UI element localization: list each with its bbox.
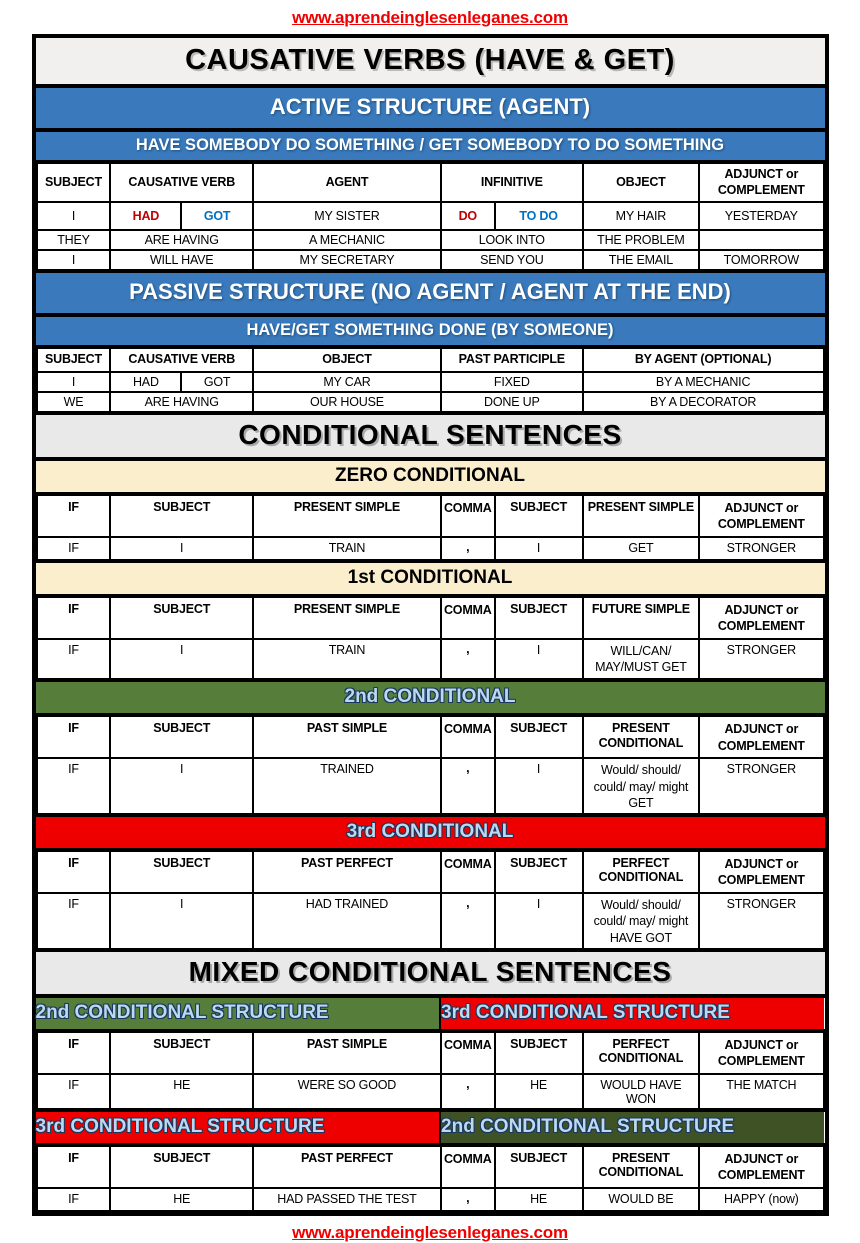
- data-cell: STRONGER: [699, 537, 823, 560]
- header-row: [37, 851, 824, 893]
- data-cell: STRONGER: [699, 639, 823, 680]
- data-cell: THEY: [37, 230, 111, 250]
- data-cell: IF: [37, 537, 111, 560]
- mixed2-structure-bars: [36, 1110, 825, 1145]
- example-row: [37, 1188, 824, 1211]
- data-cell: I: [37, 372, 111, 392]
- header-row: [37, 1032, 824, 1074]
- header-cell-if: IF: [37, 1032, 111, 1074]
- causative-title: CAUSATIVE VERBS (HAVE & GET): [36, 38, 825, 86]
- data-cell: I: [110, 639, 252, 680]
- data-cell: THE PROBLEM: [583, 230, 699, 250]
- data-cell: WOULD HAVE WON: [583, 1074, 699, 1109]
- data-cell: I: [37, 202, 111, 230]
- header-cell-subject2: SUBJECT: [495, 1032, 583, 1074]
- header-cell-tense2: FUTURE SIMPLE: [583, 597, 699, 639]
- header-cell-if: IF: [37, 1146, 111, 1188]
- header-cell-subject2: SUBJECT: [495, 597, 583, 639]
- mixed2-right-bar: 2nd CONDITIONAL STRUCTURE: [441, 1112, 824, 1143]
- header-cell-subject: SUBJECT: [110, 851, 252, 893]
- header-cell-adjunct: ADJUNCT or COMPLEMENT: [699, 163, 823, 202]
- header-cell-if: IF: [37, 495, 111, 537]
- example-row: [37, 893, 824, 949]
- header-cell-adjunct: ADJUNCT or COMPLEMENT: [699, 495, 823, 537]
- mixed2-left-bar: 3rd CONDITIONAL STRUCTURE: [36, 1112, 442, 1143]
- header-cell-tense1: PAST PERFECT: [253, 1146, 441, 1188]
- header-cell-adjunct: ADJUNCT or COMPLEMENT: [699, 1032, 823, 1074]
- header-cell-comma: COMMA: [441, 851, 495, 893]
- header-cell-subject: SUBJECT: [110, 1032, 252, 1074]
- data-cell: BY A DECORATOR: [583, 392, 824, 412]
- header-cell-comma: COMMA: [441, 1032, 495, 1074]
- header-cell-object: OBJECT: [253, 348, 441, 372]
- data-cell: WE: [37, 392, 111, 412]
- data-cell: STRONGER: [699, 893, 823, 949]
- active-structure-table: [36, 162, 825, 271]
- data-cell: MY CAR: [253, 372, 441, 392]
- data-cell: IF: [37, 639, 111, 680]
- header-cell-by-agent: BY AGENT (OPTIONAL): [583, 348, 824, 372]
- data-cell: ARE HAVING: [110, 392, 252, 412]
- example-row: [37, 250, 824, 270]
- data-cell: HE: [110, 1188, 252, 1211]
- mixed-title: MIXED CONDITIONAL SENTENCES: [36, 950, 825, 996]
- header-cell-adjunct: ADJUNCT or COMPLEMENT: [699, 1146, 823, 1188]
- data-cell: I: [495, 537, 583, 560]
- modal-verbs-cell: Would/ should/ could/ may/ might HAVE GOT: [583, 893, 699, 949]
- to-do-cell: TO DO: [495, 202, 583, 230]
- comma-cell: ,: [441, 1188, 495, 1211]
- data-cell: DONE UP: [441, 392, 583, 412]
- data-cell: HE: [110, 1074, 252, 1109]
- header-cell-subject2: SUBJECT: [495, 851, 583, 893]
- data-cell: HAD PASSED THE TEST: [253, 1188, 441, 1211]
- data-cell: GET: [583, 537, 699, 560]
- data-cell: MY SISTER: [253, 202, 441, 230]
- header-cell-subject: SUBJECT: [110, 1146, 252, 1188]
- data-cell: THE MATCH: [699, 1074, 823, 1109]
- header-cell-comma: COMMA: [441, 716, 495, 758]
- data-cell-empty: [699, 230, 823, 250]
- mixed1-left-bar: 2nd CONDITIONAL STRUCTURE: [36, 998, 442, 1029]
- do-cell: DO: [441, 202, 495, 230]
- example-row: [37, 202, 824, 230]
- header-cell-tense1: PAST PERFECT: [253, 851, 441, 893]
- header-cell-tense1: PAST SIMPLE: [253, 716, 441, 758]
- data-cell: HE: [495, 1188, 583, 1211]
- header-cell-subject2: SUBJECT: [495, 716, 583, 758]
- header-cell-tense2: PRESENT SIMPLE: [583, 495, 699, 537]
- data-cell: IF: [37, 758, 111, 814]
- data-cell: STRONGER: [699, 758, 823, 814]
- header-cell-causative-verb: CAUSATIVE VERB: [110, 163, 252, 202]
- header-cell-tense2: PRESENT CONDITIONAL: [583, 1146, 699, 1188]
- active-structure-bar: ACTIVE STRUCTURE (AGENT): [36, 86, 825, 130]
- data-cell: HAD TRAINED: [253, 893, 441, 949]
- example-row: [37, 372, 824, 392]
- third-conditional-table: [36, 850, 825, 950]
- data-cell: I: [37, 250, 111, 270]
- modal-verbs-cell: WILL/CAN/ MAY/MUST GET: [583, 639, 699, 680]
- data-cell: TRAIN: [253, 639, 441, 680]
- site-url-top[interactable]: www.aprendeinglesenleganes.com: [292, 8, 568, 27]
- mixed1-right-bar: 3rd CONDITIONAL STRUCTURE: [441, 998, 824, 1029]
- data-cell: HE: [495, 1074, 583, 1109]
- example-row: [37, 392, 824, 412]
- header-cell-subject2: SUBJECT: [495, 1146, 583, 1188]
- active-pattern-bar: HAVE SOMEBODY DO SOMETHING / GET SOMEBODY TO DO SOMETHING: [36, 130, 825, 162]
- data-cell: I: [110, 893, 252, 949]
- data-cell: I: [495, 758, 583, 814]
- example-row: [37, 230, 824, 250]
- comma-cell: ,: [441, 639, 495, 680]
- data-cell: BY A MECHANIC: [583, 372, 824, 392]
- data-cell: WOULD BE: [583, 1188, 699, 1211]
- header-cell-subject: SUBJECT: [110, 716, 252, 758]
- data-cell: IF: [37, 1188, 111, 1211]
- data-cell: I: [495, 893, 583, 949]
- modal-verbs-cell: Would/ should/ could/ may/ might GET: [583, 758, 699, 814]
- zero-conditional-bar: ZERO CONDITIONAL: [36, 459, 825, 494]
- header-row: [37, 495, 824, 537]
- first-conditional-bar: 1st CONDITIONAL: [36, 561, 825, 596]
- data-cell: MY SECRETARY: [253, 250, 441, 270]
- mixed1-table: [36, 1031, 825, 1110]
- header-row: [37, 1146, 824, 1188]
- data-cell: TRAIN: [253, 537, 441, 560]
- mixed2-table: [36, 1145, 825, 1212]
- header-cell-subject: SUBJECT: [37, 163, 111, 202]
- data-cell: IF: [37, 893, 111, 949]
- data-cell: A MECHANIC: [253, 230, 441, 250]
- data-cell: YESTERDAY: [699, 202, 823, 230]
- data-cell: GOT: [181, 372, 253, 392]
- data-cell: I: [110, 758, 252, 814]
- header-row: [37, 716, 824, 758]
- header-cell-if: IF: [37, 716, 111, 758]
- header-cell-comma: COMMA: [441, 1146, 495, 1188]
- second-conditional-table: [36, 715, 825, 815]
- header-cell-past-participle: PAST PARTICIPLE: [441, 348, 583, 372]
- header-cell-subject: SUBJECT: [110, 495, 252, 537]
- header-cell-comma: COMMA: [441, 597, 495, 639]
- header-cell-if: IF: [37, 597, 111, 639]
- data-cell: TRAINED: [253, 758, 441, 814]
- first-conditional-table: [36, 596, 825, 681]
- data-cell: OUR HOUSE: [253, 392, 441, 412]
- header-cell-tense1: PRESENT SIMPLE: [253, 597, 441, 639]
- example-row: [37, 537, 824, 560]
- data-cell: MY HAIR: [583, 202, 699, 230]
- data-cell: SEND YOU: [441, 250, 583, 270]
- header-cell-adjunct: ADJUNCT or COMPLEMENT: [699, 597, 823, 639]
- third-conditional-bar: 3rd CONDITIONAL: [36, 815, 825, 850]
- header-cell-comma: COMMA: [441, 495, 495, 537]
- header-cell-tense2: PERFECT CONDITIONAL: [583, 851, 699, 893]
- header-cell-tense1: PAST SIMPLE: [253, 1032, 441, 1074]
- header-cell-agent: AGENT: [253, 163, 441, 202]
- header-cell-tense1: PRESENT SIMPLE: [253, 495, 441, 537]
- header-cell-if: IF: [37, 851, 111, 893]
- data-cell: I: [110, 537, 252, 560]
- header-cell-tense2: PRESENT CONDITIONAL: [583, 716, 699, 758]
- passive-pattern-bar: HAVE/GET SOMETHING DONE (BY SOMEONE): [36, 315, 825, 347]
- had-cell: HAD: [110, 202, 181, 230]
- header-cell-adjunct: ADJUNCT or COMPLEMENT: [699, 716, 823, 758]
- comma-cell: ,: [441, 893, 495, 949]
- data-cell: IF: [37, 1074, 111, 1109]
- zero-conditional-table: [36, 494, 825, 561]
- data-cell: HAPPY (now): [699, 1188, 823, 1211]
- got-cell: GOT: [181, 202, 253, 230]
- data-cell: LOOK INTO: [441, 230, 583, 250]
- comma-cell: ,: [441, 758, 495, 814]
- header-cell-object: OBJECT: [583, 163, 699, 202]
- data-cell: TOMORROW: [699, 250, 823, 270]
- passive-structure-bar: PASSIVE STRUCTURE (NO AGENT / AGENT AT THE END): [36, 271, 825, 315]
- header-row: [37, 348, 824, 372]
- example-row: [37, 758, 824, 814]
- header-cell-adjunct: ADJUNCT or COMPLEMENT: [699, 851, 823, 893]
- header-cell-causative-verb: CAUSATIVE VERB: [110, 348, 252, 372]
- data-cell: WILL HAVE: [110, 250, 252, 270]
- data-cell: FIXED: [441, 372, 583, 392]
- header-cell-tense2: PERFECT CONDITIONAL: [583, 1032, 699, 1074]
- site-url-bottom[interactable]: www.aprendeinglesenleganes.com: [292, 1222, 568, 1242]
- comma-cell: ,: [441, 1074, 495, 1109]
- data-cell: I: [495, 639, 583, 680]
- header-cell-infinitive: INFINITIVE: [441, 163, 583, 202]
- header-cell-subject: SUBJECT: [110, 597, 252, 639]
- passive-structure-table: [36, 347, 825, 413]
- second-conditional-bar: 2nd CONDITIONAL: [36, 680, 825, 715]
- header-cell-subject: SUBJECT: [37, 348, 111, 372]
- grammar-worksheet: [32, 34, 829, 1216]
- example-row: [37, 1074, 824, 1109]
- data-cell: HAD: [110, 372, 181, 392]
- example-row: [37, 639, 824, 680]
- conditionals-title: CONDITIONAL SENTENCES: [36, 413, 825, 459]
- data-cell: ARE HAVING: [110, 230, 252, 250]
- data-cell: WERE SO GOOD: [253, 1074, 441, 1109]
- header-cell-subject2: SUBJECT: [495, 495, 583, 537]
- header-row: [37, 597, 824, 639]
- header-row: [37, 163, 824, 202]
- mixed1-structure-bars: [36, 996, 825, 1031]
- data-cell: THE EMAIL: [583, 250, 699, 270]
- comma-cell: ,: [441, 537, 495, 560]
